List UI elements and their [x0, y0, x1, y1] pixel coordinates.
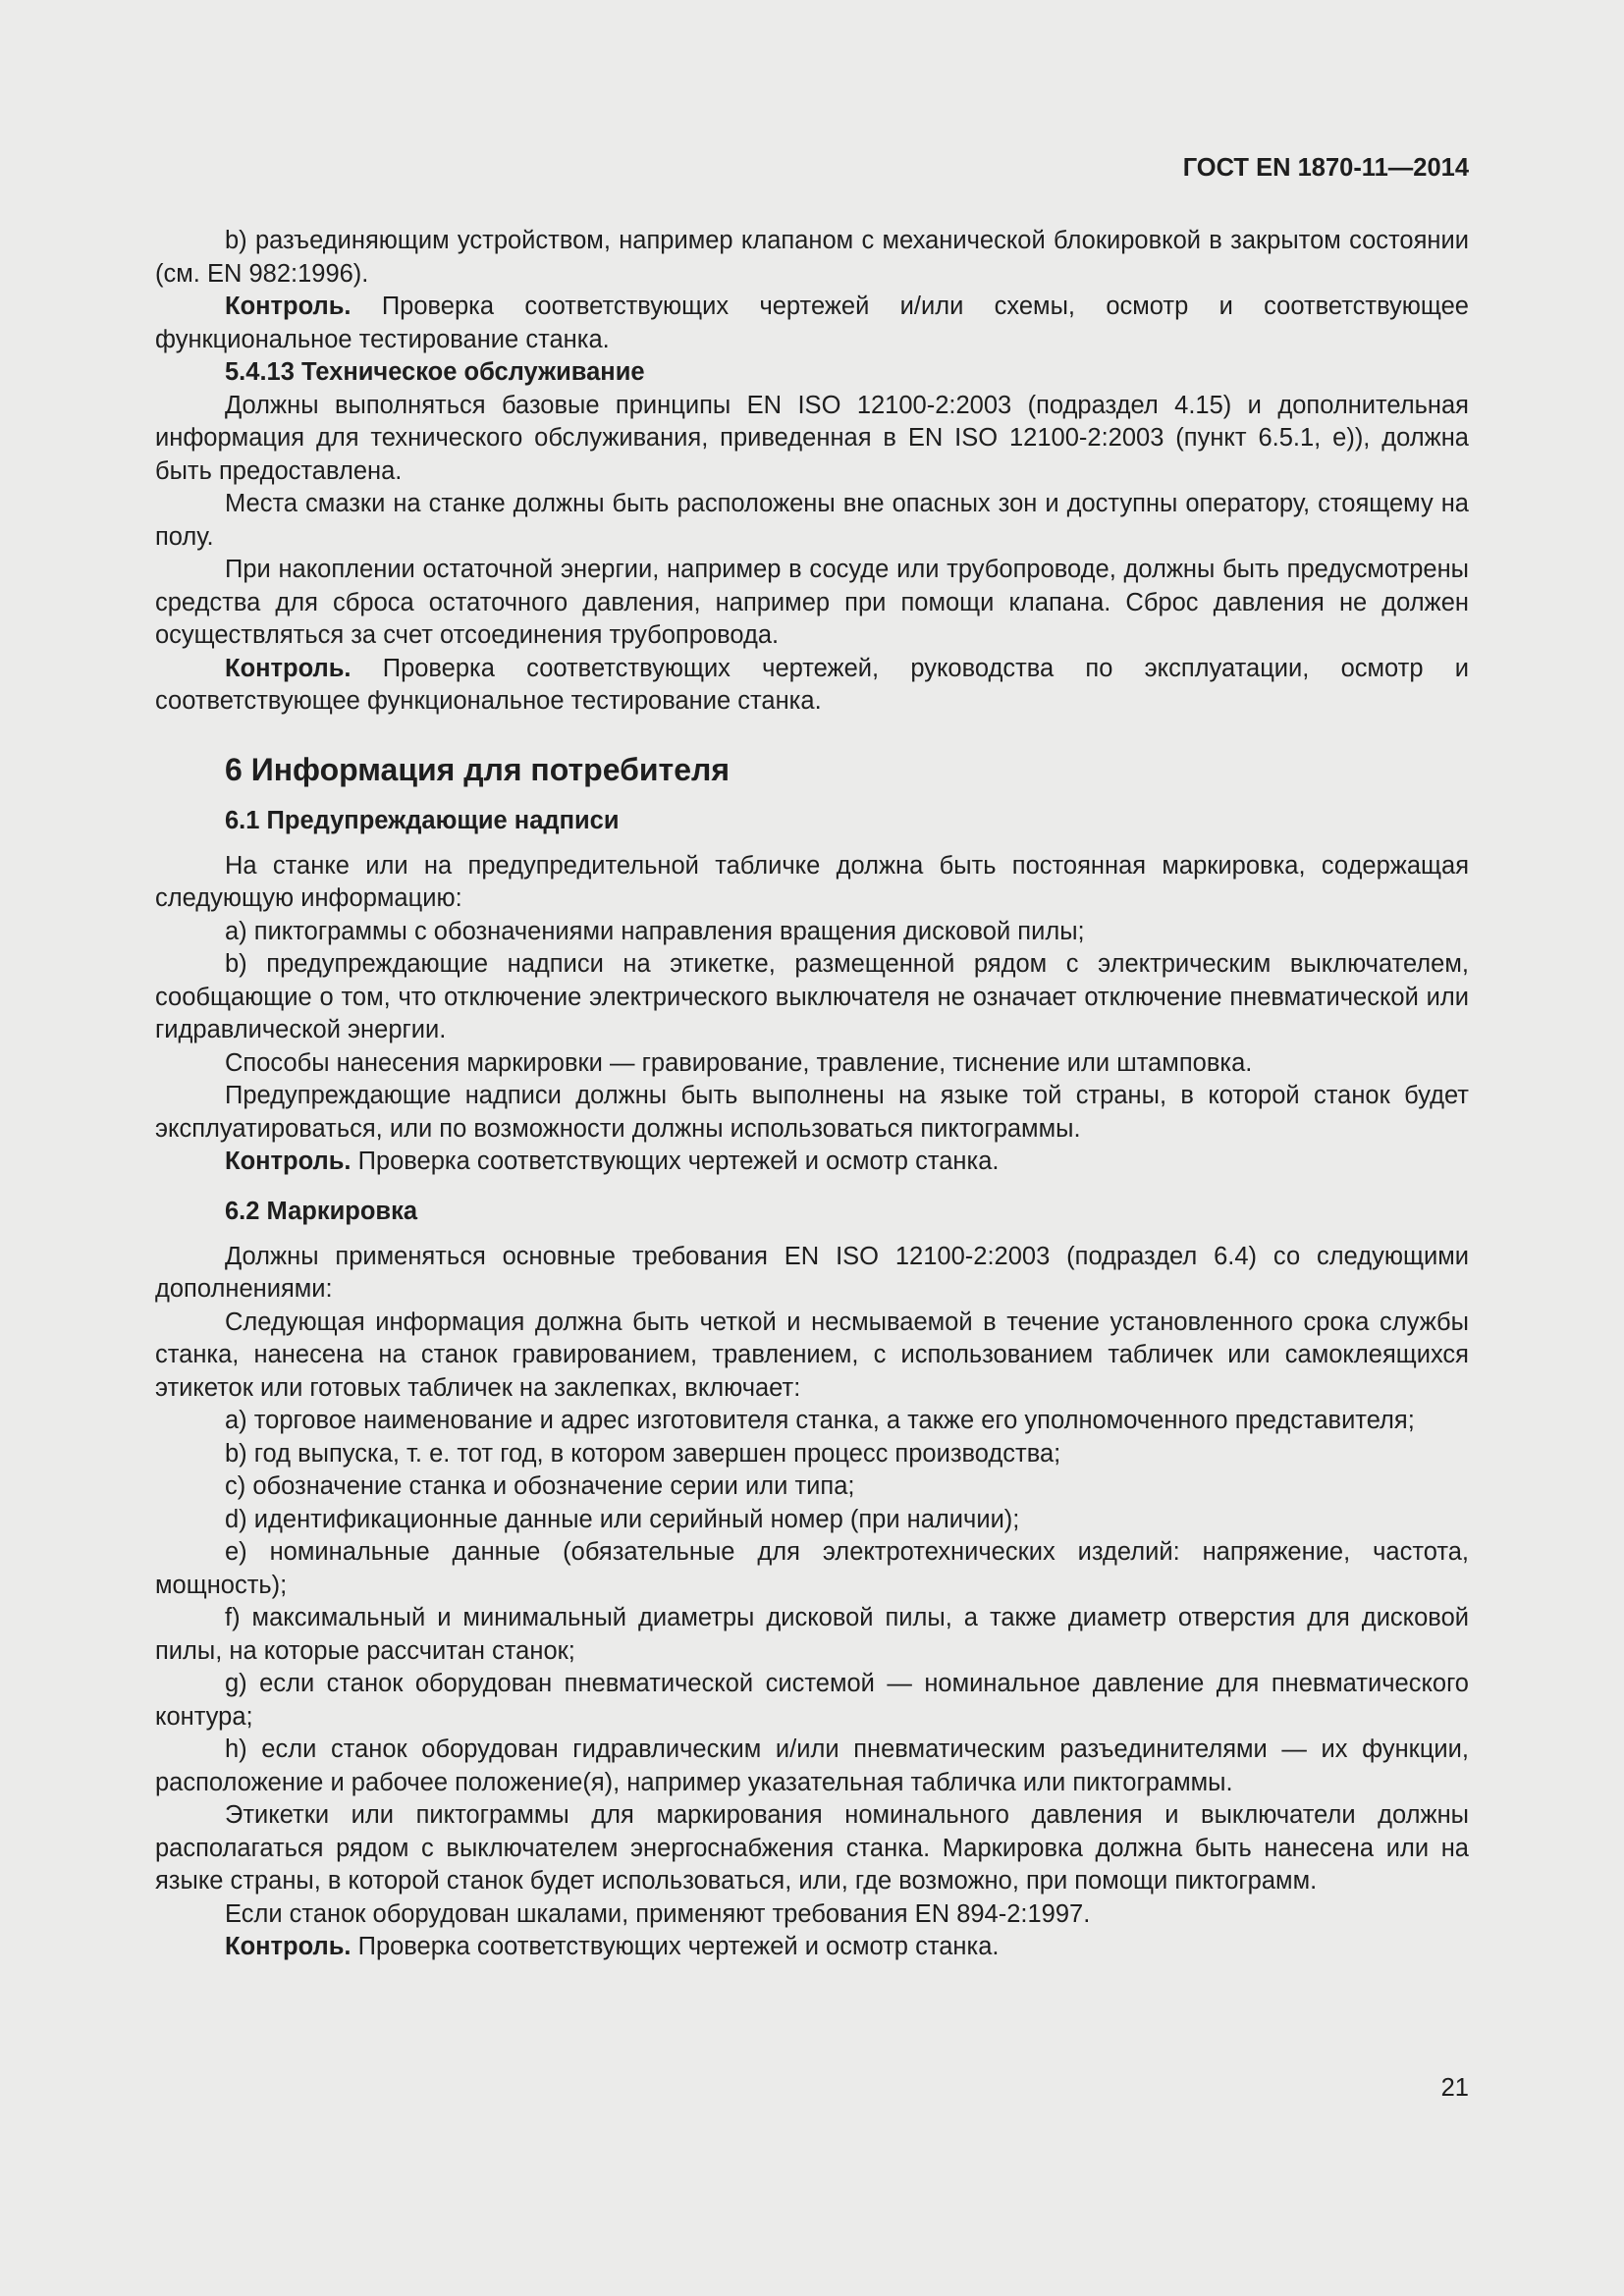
paragraph-marking-intro: Должны применяться основные требования EN ISO 12100-2:2003 (подраздел 6.4) со следующими дополнениями:: [155, 1242, 1469, 1303]
paragraph-marking-info: Следующая информация должна быть четкой и несмываемой в течение установленного срока службы станка, нанесена на станок гравированием, травлением, с использованием табличек или самоклеящихся этикеток или готовых табличек на заклепках, включает:: [155, 1308, 1469, 1402]
control-text: Проверка соответствующих чертежей и осмотр станка.: [357, 1933, 1000, 1960]
section-heading-6-1: 6.1 Предупреждающие надписи: [225, 806, 620, 834]
control-label: Контроль.: [225, 654, 352, 682]
control-label: Контроль.: [225, 293, 352, 320]
section-heading-5-4-13: 5.4.13 Техническое обслуживание: [225, 358, 645, 386]
paragraph-warning-intro: На станке или на предупредительной табличке должна быть постоянная маркировка, содержащая следующую информацию:: [155, 851, 1469, 912]
list-item-marking-a: а) торговое наименование и адрес изготовителя станка, а также его уполномоченного представителя;: [225, 1407, 1415, 1434]
list-item-marking-d: d) идентификационные данные или серийный номер (при наличии);: [225, 1505, 1020, 1533]
control-text: Проверка соответствующих чертежей и/или схемы, осмотр и соответствующее функциональное тестирование станка.: [155, 293, 1469, 353]
document-code-header: ГОСТ EN 1870-11—2014: [1182, 154, 1469, 182]
list-item-marking-c: с) обозначение станка и обозначение серии или типа;: [225, 1472, 855, 1500]
list-item-marking-f: f) максимальный и минимальный диаметры дисковой пилы, а также диаметр отверстия для дисковой пилы, на которые рассчитан станок;: [155, 1604, 1469, 1665]
list-item-marking-h: h) если станок оборудован гидравлическим и/или пневматическим разъединителями — их функции, расположение и рабочее положение(я), например указательная табличка или пиктограммы.: [155, 1735, 1469, 1796]
list-item-marking-b: b) год выпуска, т. е. тот год, в котором завершен процесс производства;: [225, 1439, 1061, 1468]
page-content: [155, 225, 1469, 1964]
control-text: Проверка соответствующих чертежей и осмотр станка.: [357, 1148, 1000, 1175]
control-paragraph-4: [155, 1931, 1469, 1964]
paragraph-lubrication: Места смазки на станке должны быть расположены вне опасных зон и доступны оператору, стоящему на полу.: [155, 490, 1469, 551]
list-item-marking-g: g) если станок оборудован пневматической системой — номинальное давление для пневматического контура;: [155, 1670, 1469, 1731]
paragraph-scales: Если станок оборудован шкалами, применяют требования EN 894-2:1997.: [225, 1899, 1091, 1928]
control-paragraph-1: [155, 291, 1469, 356]
control-paragraph-3: [155, 1146, 1469, 1179]
paragraph-marking-methods: Способы нанесения маркировки — гравирование, травление, тиснение или штамповка.: [225, 1048, 1253, 1077]
paragraph-maintenance-basic: Должны выполняться базовые принципы EN ISO 12100-2:2003 (подраздел 4.15) и дополнительная информация для технического обслуживания, приведенная в EN ISO 12100-2:2003 (пункт 6.5.1, е)), должна быть предоставлена.: [155, 391, 1469, 485]
paragraph-residual-energy: При накоплении остаточной энергии, например в сосуде или трубопроводе, должны быть предусмотрены средства для сброса остаточного давления, например при помощи клапана. Сброс давления не должен осуществляться за счет отсоединения трубопровода.: [155, 556, 1469, 649]
page-number: 21: [1440, 2074, 1469, 2102]
paragraph-b-device: b) разъединяющим устройством, например клапаном с механической блокировкой в закрытом состоянии (см. EN 982:1996).: [155, 227, 1469, 288]
list-item-warning-b: b) предупреждающие надписи на этикетке, размещенной рядом с электрическим выключателем, сообщающие о том, что отключение электрического выключателя не означает отключение пневматической или гидравлической энергии.: [155, 950, 1469, 1043]
control-paragraph-2: [155, 653, 1469, 719]
section-heading-6: 6 Информация для потребителя: [225, 751, 730, 787]
control-text: Проверка соответствующих чертежей, руководства по эксплуатации, осмотр и соответствующее функциональное тестирование станка.: [155, 654, 1469, 715]
section-heading-6-2: 6.2 Маркировка: [225, 1197, 418, 1225]
control-label: Контроль.: [225, 1148, 352, 1175]
paragraph-labels: Этикетки или пиктограммы для маркирования номинального давления и выключатели должны располагаться рядом с выключателем энергоснабжения станка. Маркировка должна быть нанесена или на языке страны, в которой станок будет использоваться, или, где возможно, при помощи пиктограмм.: [155, 1801, 1469, 1895]
control-label: Контроль.: [225, 1933, 352, 1960]
paragraph-warning-language: Предупреждающие надписи должны быть выполнены на языке той страны, в которой станок будет эксплуатироваться, или по возможности должны использоваться пиктограммы.: [155, 1082, 1469, 1143]
list-item-warning-a: а) пиктограммы с обозначениями направления вращения дисковой пилы;: [225, 917, 1085, 945]
list-item-marking-e: е) номинальные данные (обязательные для электротехнических изделий: напряжение, частота, мощность);: [155, 1538, 1469, 1599]
